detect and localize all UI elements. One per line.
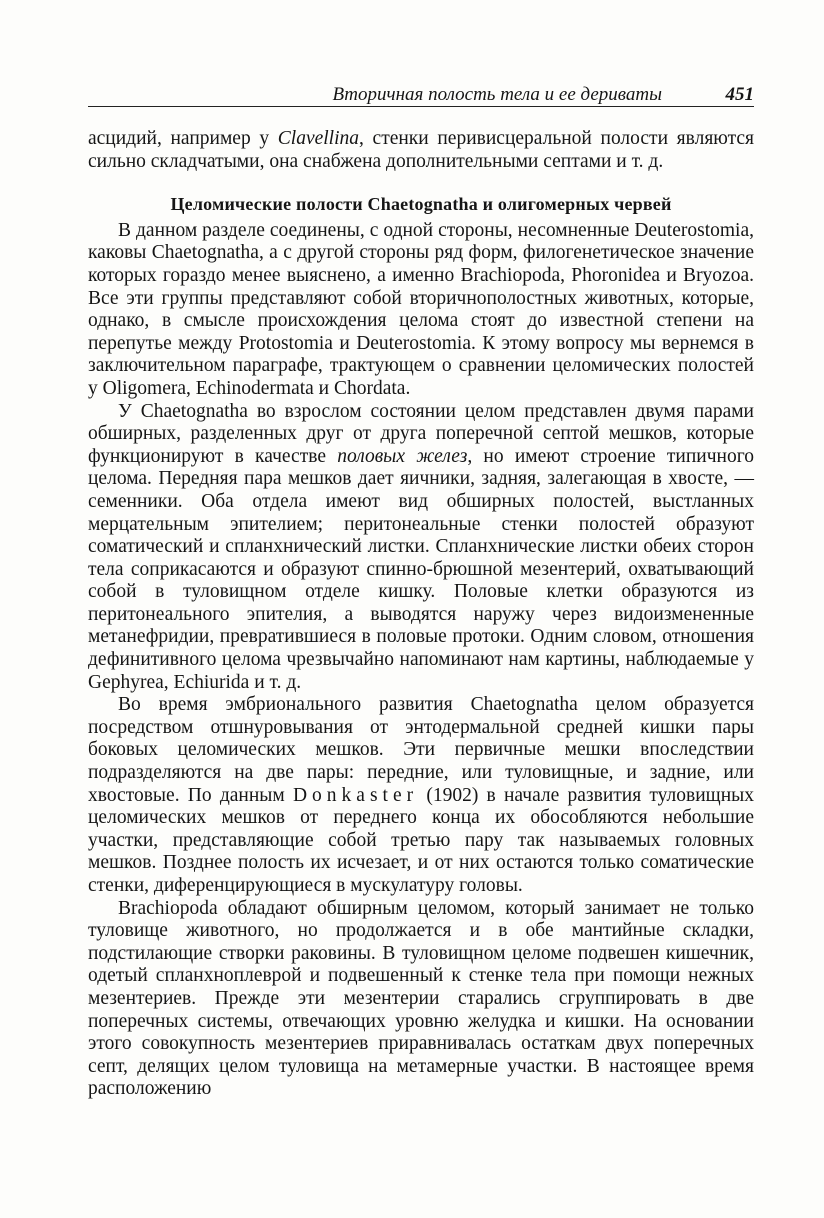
text-span: , стенки перивисцеральной полости являются сильно складчатыми, она снабжена дополнительными септами и т. д. bbox=[88, 128, 754, 172]
text-span: , но имеют строение типичного целома. Передняя пара мешков дает яичники, задняя, залегающая в хвосте, — семенники. Оба отдела имеют вид обширных полостей, выстланных мерцательным эпителием; перитонеальные стенки полостей образуют соматический и спланхнический листки. Спланхнические листки обеих сторон тела соприкасаются и образуют спинно-брюшной мезентерий, охватывающий собой в туловищном отделе кишку. Половые клетки образуются из перитонеального эпителия, а выводятся наружу через видоизмененные метанефридии, превратившиеся в половые протоки. Одним словом, отношения дефинитивного целома чрезвычайно напоминают нам картины, наблюдаемые у Gephyrea, Echiurida и т. д. bbox=[88, 445, 754, 693]
author-name-spaced: Donkaster bbox=[292, 784, 419, 806]
section-heading: Целомические полости Chaetognatha и олигомерных червей bbox=[170, 194, 672, 215]
text-span: асцидий, например у bbox=[88, 128, 278, 149]
page-header bbox=[88, 84, 754, 106]
paragraph: Brachiopoda обладают обширным целомом, который занимает не только туловище животного, но продолжается и в обе мантийные складки, подстилающие створки раковины. В туловищном целоме подвешен кишечник, одетый спланхноплеврой и подвешенный к стенке тела при помощи нежных мезентериев. Прежде эти мезентерии старались сгруппировать в две поперечных системы, отвечающих уровню желудка и кишки. На основании этого совокупность мезентериев приравнивалась остаткам двух поперечных септ, делящих целом туловища на метамерные участки. В настоящее время расположению bbox=[88, 897, 754, 1100]
paragraph bbox=[88, 401, 754, 695]
page-number: 451 bbox=[725, 84, 754, 105]
paragraph bbox=[88, 694, 754, 897]
paragraph-continuation bbox=[88, 128, 754, 173]
header-rule bbox=[88, 106, 754, 107]
emphasis-italic: половых желез bbox=[337, 445, 468, 467]
text-span: Во время эмбрионального развития Chaetognatha целом образуется посредством отшнуровывания от энтодермальной средней кишки пары боковых целомических мешков. Эти первичные мешки впоследствии подразделяются на две пары: передние, или туловищные, и задние, или хвостовые. По данным bbox=[88, 694, 754, 806]
text-span: (1902) в начале развития туловищных целомических мешков от переднего конца их обособляются небольшие участки, представляющие собой третью пару так называемых головных мешков. Позднее полость их исчезает, и от них остаются только соматические стенки, диференцирующиеся в мускулатуру головы. bbox=[88, 784, 754, 896]
running-title: Вторичная полость тела и ее дериваты bbox=[332, 84, 662, 105]
paragraph: В данном разделе соединены, с одной стороны, несомненные Deuterostomia, каковы Chaetognatha, а с другой стороны ряд форм, филогенетическое значение которых гораздо менее выяснено, а именно Brachiopoda, Phoronidea и Bryozoa. Все эти группы представляют собой вторичнополостных животных, которые, однако, в смысле происхождения целома стоят до известной степени на перепутье между Protostomia и Deuterostomia. К этому вопросу мы вернемся в заключительном параграфе, трактующем о сравнении целомических полостей у Oligomera, Echinodermata и Chordata. bbox=[88, 219, 754, 399]
page-body bbox=[88, 128, 754, 1101]
text-span: У Chaetognatha во взрослом состоянии целом представлен двумя парами обширных, разделенных друг от друга поперечной септой мешков, которые функционируют в качестве bbox=[88, 400, 754, 467]
taxon-italic: Clavellina bbox=[277, 128, 360, 149]
